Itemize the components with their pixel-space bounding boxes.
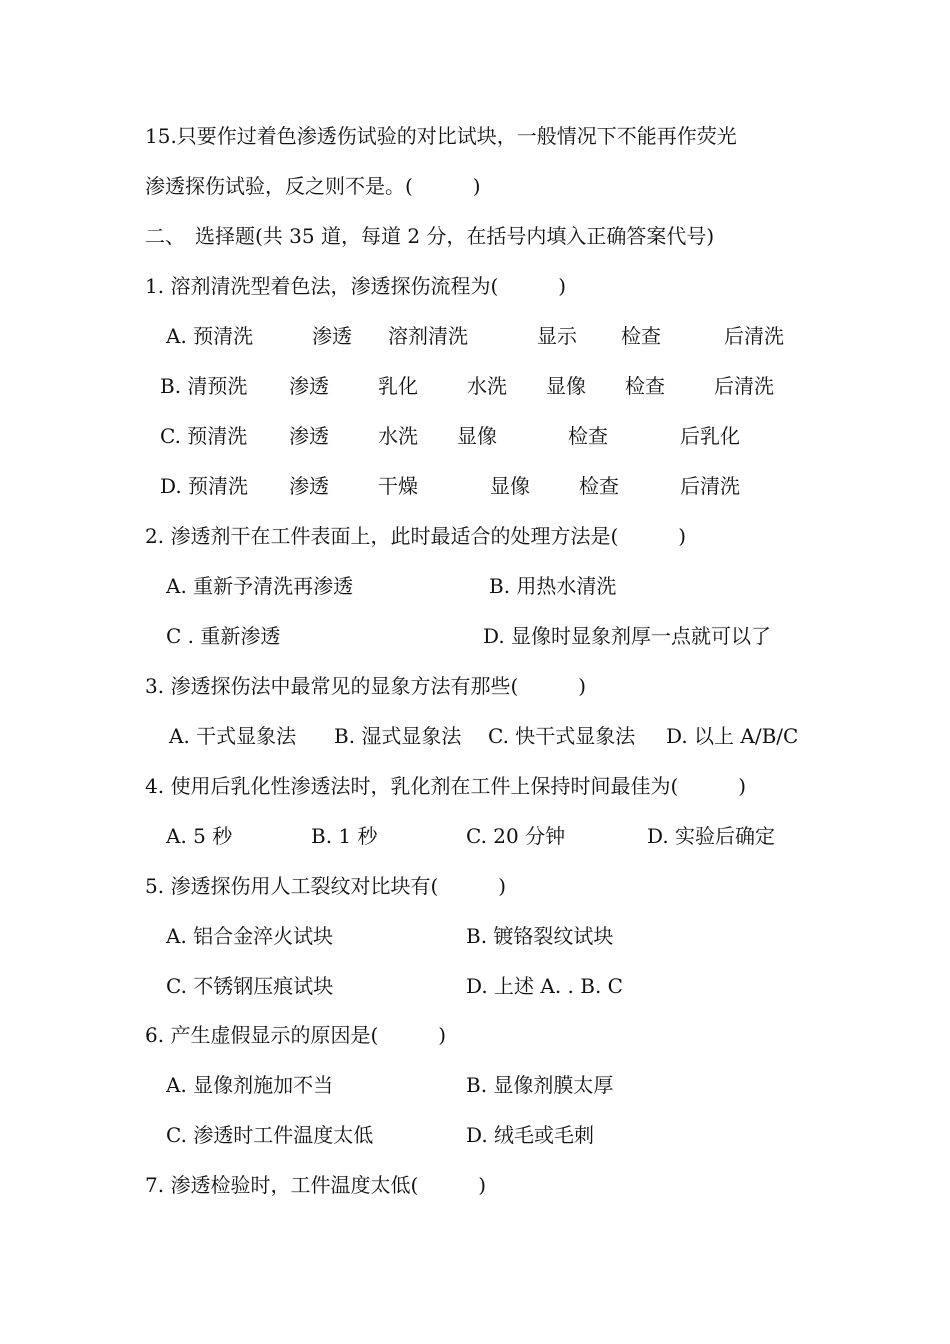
option-cell: C. 不锈钢压痕试块 [166,974,334,998]
option-cell: B. 湿式显象法 [334,724,462,748]
option-cell: 干燥 [378,474,418,498]
question-2: 2. 渗透剂干在工件表面上，此时最适合的处理方法是( ) [145,524,687,548]
option-cell: D. 预清洗 [160,474,249,498]
option-cell: 水洗 [467,374,507,398]
option-cell: A. 干式显象法 [169,724,297,748]
option-cell: C. 快干式显象法 [488,724,636,748]
option-cell: 检查 [625,374,665,398]
option-cell: C. 渗透时工件温度太低 [166,1123,374,1147]
option-cell: A. 5 秒 [166,824,233,848]
option-cell: 渗透 [289,374,329,398]
option-cell: C. 预清洗 [160,424,248,448]
question-4: 4. 使用后乳化性渗透法时，乳化剂在工件上保持时间最佳为( ) [145,774,747,798]
option-cell: 后清洗 [714,374,774,398]
question-1: 1. 溶剂清洗型着色法，渗透探伤流程为( ) [145,274,567,298]
option-cell: A. 铝合金淬火试块 [166,924,334,948]
option-cell: D. 以上 A/B/C [666,724,799,748]
option-cell: 溶剂清洗 [388,324,468,348]
question-7: 7. 渗透检验时，工件温度太低( ) [145,1173,487,1197]
option-cell: 检查 [621,324,661,348]
question-15-line-1: 15.只要作过着色渗透伤试验的对比试块，一般情况下不能再作荧光 [145,124,737,148]
option-cell: B. 用热水清洗 [489,574,617,598]
option-cell: 后清洗 [724,324,784,348]
option-cell: A. 重新予清洗再渗透 [166,574,354,598]
option-cell: A. 预清洗 [166,324,254,348]
option-cell: 显像 [546,374,586,398]
question-3: 3. 渗透探伤法中最常见的显象方法有那些( ) [145,674,587,698]
option-cell: B. 镀铬裂纹试块 [466,924,614,948]
option-cell: 水洗 [378,424,418,448]
question-5: 5. 渗透探伤用人工裂纹对比块有( ) [145,874,507,898]
option-cell: B. 1 秒 [311,824,378,848]
option-cell: 显示 [537,324,577,348]
option-cell: D. 绒毛或毛刺 [466,1123,595,1147]
option-cell: 后乳化 [680,424,740,448]
option-cell: 检查 [579,474,619,498]
option-cell: D. 上述 A. . B. C [466,974,623,998]
option-cell: C. 20 分钟 [466,824,566,848]
option-cell: 显像 [457,424,497,448]
option-cell: 渗透 [289,424,329,448]
option-cell: 渗透 [289,474,329,498]
option-cell: C . 重新渗透 [166,624,281,648]
option-cell: 渗透 [312,324,352,348]
option-cell: D. 显像时显象剂厚一点就可以了 [483,624,772,648]
question-6: 6. 产生虚假显示的原因是( ) [145,1023,447,1047]
option-cell: B. 清预洗 [160,374,248,398]
question-15-line-2: 渗透探伤试验，反之则不是。( ) [145,174,481,198]
option-cell: 检查 [568,424,608,448]
option-cell: 后清洗 [680,474,740,498]
option-cell: A. 显像剂施加不当 [166,1073,334,1097]
option-cell: 显像 [490,474,530,498]
option-cell: D. 实验后确定 [647,824,776,848]
option-cell: B. 显像剂膜太厚 [466,1073,614,1097]
section-heading: 二、 选择题(共 35 道，每道 2 分，在括号内填入正确答案代号) [145,224,715,248]
option-cell: 乳化 [378,374,418,398]
